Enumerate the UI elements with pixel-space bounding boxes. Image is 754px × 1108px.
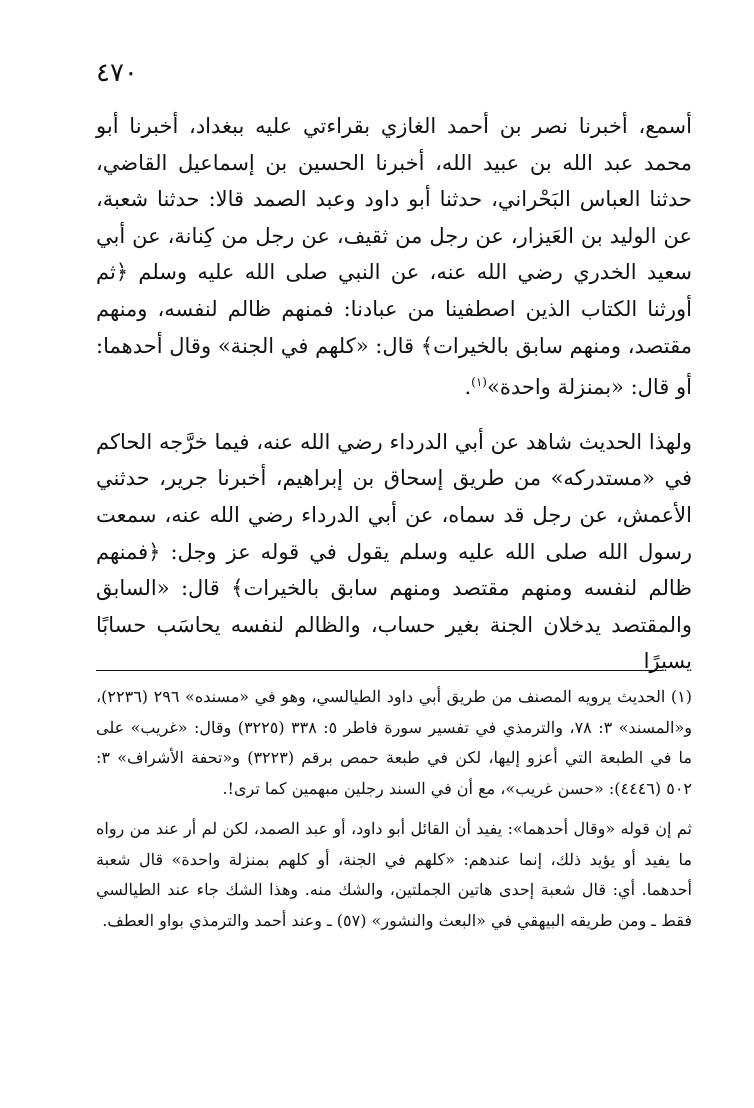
paragraph-1-text: أسمع، أخبرنا نصر بن أحمد الغازي بقراءتي عليه ببغداد، أخبرنا أبو محمد عبد الله بن عبيد الله، أخبرنا الحسين بن إسماعيل القاضي، حدثنا العباس البَحْراني، حدثنا أبو داود وعبد الصمد قالا: حدثنا شعبة، عن الوليد بن العَيزار، عن رجل من ثقيف، عن رجل من كِنانة، عن أبي سعيد الخدري رضي الله عنه، عن النبي صلى الله عليه وسلم ﴿ثم أورثنا الكتاب الذين اصطفينا من عبادنا: فمنهم ظالم لنفسه، ومنهم مقتصد، ومنهم سابق بالخيرات﴾ قال: «كلهم في الجنة» وقال أحدهما: أو قال: «بمنزلة واحدة»	[96, 114, 692, 400]
footnote-ref-1: (١)	[471, 375, 487, 390]
footnote-1: (١) الحديث يرويه المصنف من طريق أبي داود الطيالسي، وهو في «مسنده» ٢٩٦ (٢٢٣٦)، و«المسند» ٣: ٧٨، والترمذي في تفسير سورة فاطر ٥: ٣٣٨ (٣٢٢٥) وقال: «غريب» على ما في الطبعة التي أعزو إليها، لكن في طبعة حمص برقم (٣٢٢٣) و«تحفة الأشراف» ٣: ٥٠٢ (٤٤٤٦): «حسن غريب»، مع أن في السند رجلين مبهمين كما ترى!.	[96, 687, 693, 798]
main-text	[96, 108, 692, 680]
footnotes	[96, 682, 692, 936]
page-number: ٤٧٠	[96, 58, 138, 88]
paragraph-1	[96, 108, 692, 406]
paragraph-1-end: .	[464, 375, 472, 400]
paragraph-2: ولهذا الحديث شاهد عن أبي الدرداء رضي الله عنه، فيما خرَّجه الحاكم في «مستدركه» من طريق إسحاق بن إبراهيم، أخبرنا جرير، حدثني الأعمش، عن رجل قد سماه، عن أبي الدرداء رضي الله عنه، سمعت رسول الله صلى الله عليه وسلم يقول في قوله عز وجل: ﴿فمنهم ظالم لنفسه ومنهم مقتصد ومنهم سابق بالخيرات﴾ قال: «السابق والمقتصد يدخلان الجنة بغير حساب، والظالم لنفسه يحاسَب حسابًا يسيرًا	[96, 429, 692, 674]
footnote-1-continued: ثم إن قوله «وقال أحدهما»: يفيد أن القائل أبو داود، أو عبد الصمد، لكن لم أر عند من رواه ما يفيد أو يؤيد ذلك، إنما عندهم: «كلهم في الجنة، أو كلهم بمنزلة واحدة» قال شعبة أحدهما. أي: قال شعبة إحدى هاتين الجملتين، والشك منه. وهذا الشك جاء عند الطيالسي فقط ـ ومن طريقه البيهقي في «البعث والنشور» (٥٧) ـ وعند أحمد والترمذي بواو العطف.	[96, 819, 692, 930]
footnote-separator	[96, 670, 662, 671]
